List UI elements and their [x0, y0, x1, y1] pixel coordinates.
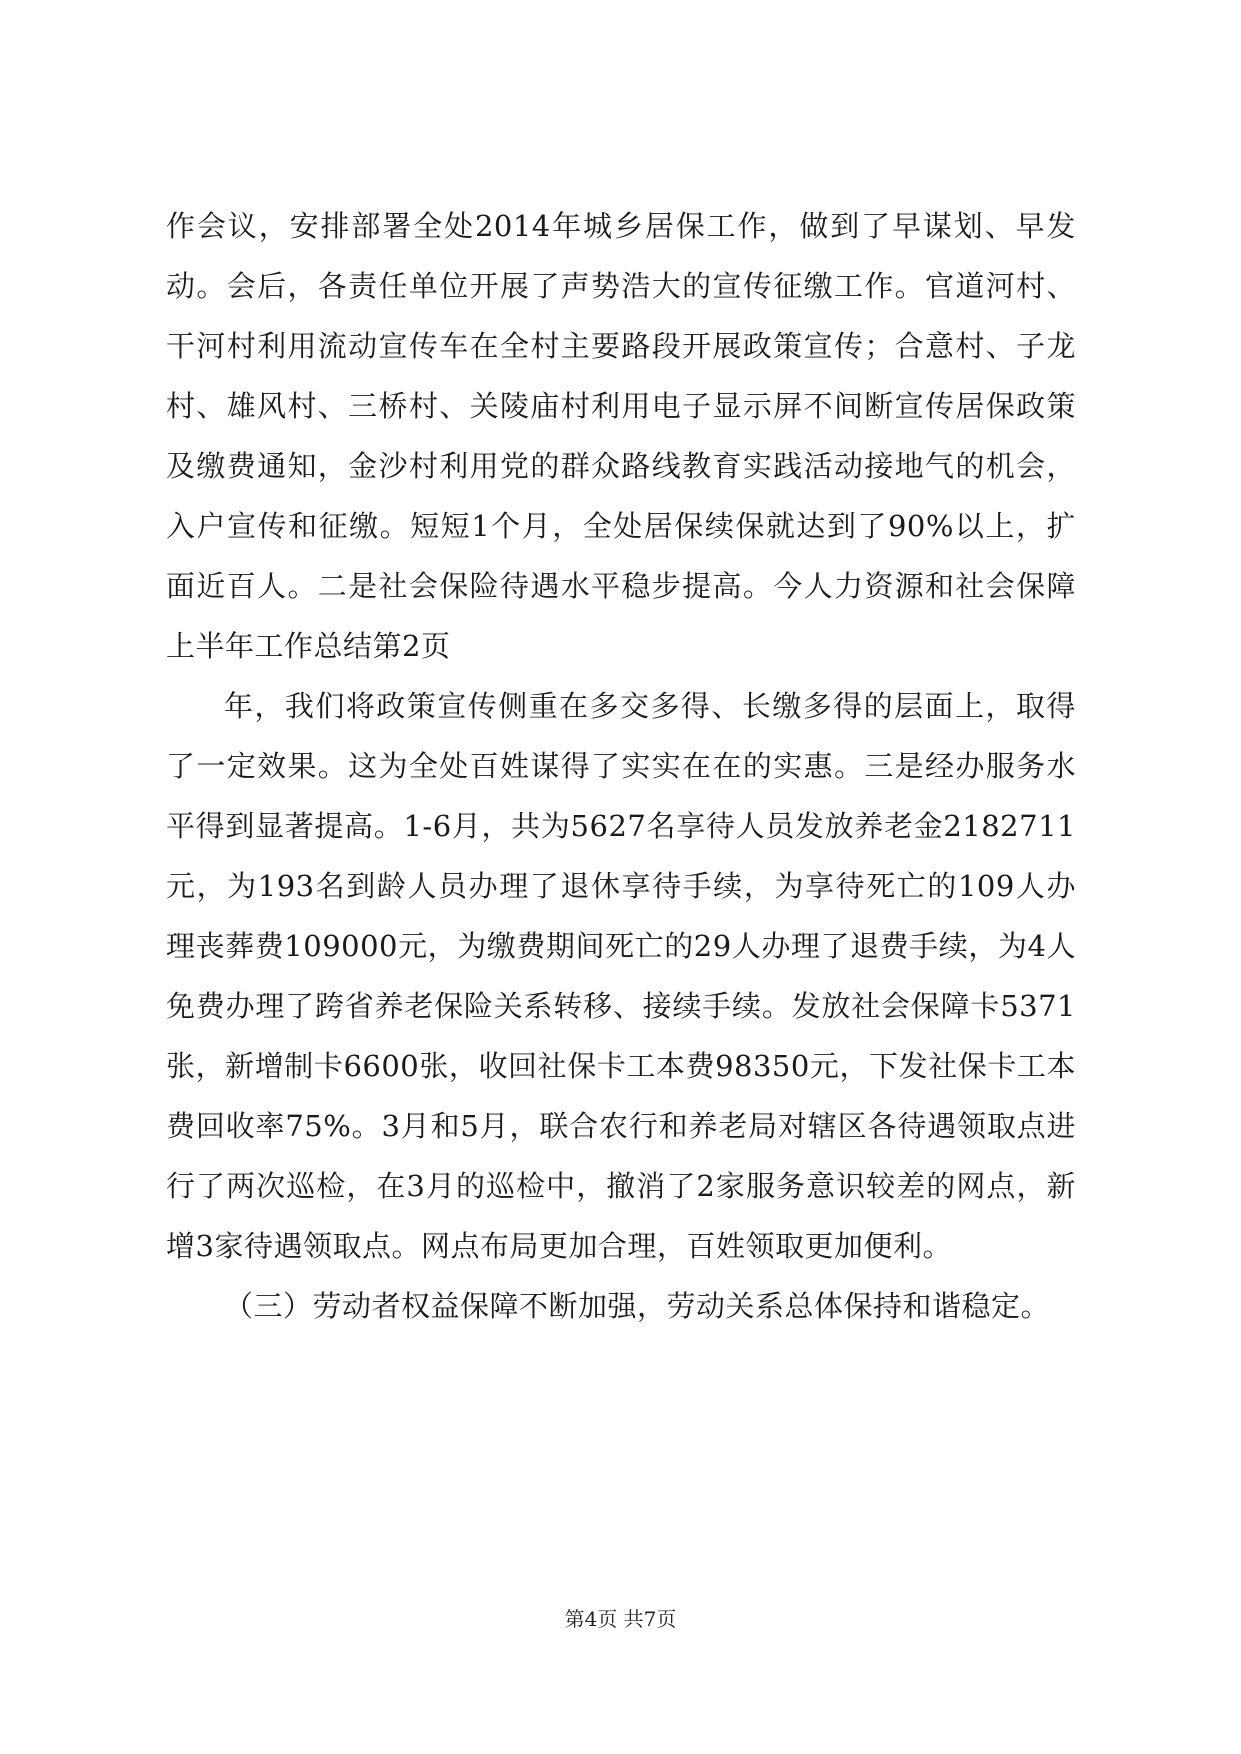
page-footer: 第4页 共7页 [564, 1607, 677, 1631]
document-body [166, 196, 1076, 1336]
paragraph-continued: 作会议，安排部署全处2014年城乡居保工作，做到了早谋划、早发动。会后，各责任单位开展了声势浩大的宣传征缴工作。官道河村、干河村利用流动宣传车在全村主要路段开展政策宣传；合意村、子龙村、雄风村、三桥村、关陵庙村利用电子显示屏不间断宣传居保政策及缴费通知，金沙村利用党的群众路线教育实践活动接地气的机会，入户宣传和征缴。短短1个月，全处居保续保就达到了90%以上，扩面近百人。二是社会保险待遇水平稳步提高。今人力资源和社会保障上半年工作总结第2页 [166, 209, 1076, 663]
section-heading-paragraph: （三）劳动者权益保障不断加强，劳动关系总体保持和谐稳定。 [224, 1289, 1051, 1323]
paragraph: 年，我们将政策宣传侧重在多交多得、长缴多得的层面上，取得了一定效果。这为全处百姓谋得了实实在在的实惠。三是经办服务水平得到显著提高。1-6月，共为5627名享待人员发放养老金2182711元，为193名到龄人员办理了退休享待手续，为享待死亡的109人办理丧葬费109000元，为缴费期间死亡的29人办理了退费手续，为4人免费办理了跨省养老保险关系转移、接续手续。发放社会保障卡5371张，新增制卡6600张，收回社保卡工本费98350元，下发社保卡工本费回收率75%。3月和5月，联合农行和养老局对辖区各待遇领取点进行了两次巡检，在3月的巡检中，撤消了2家服务意识较差的网点，新增3家待遇领取点。网点布局更加合理，百姓领取更加便利。 [166, 689, 1076, 1263]
